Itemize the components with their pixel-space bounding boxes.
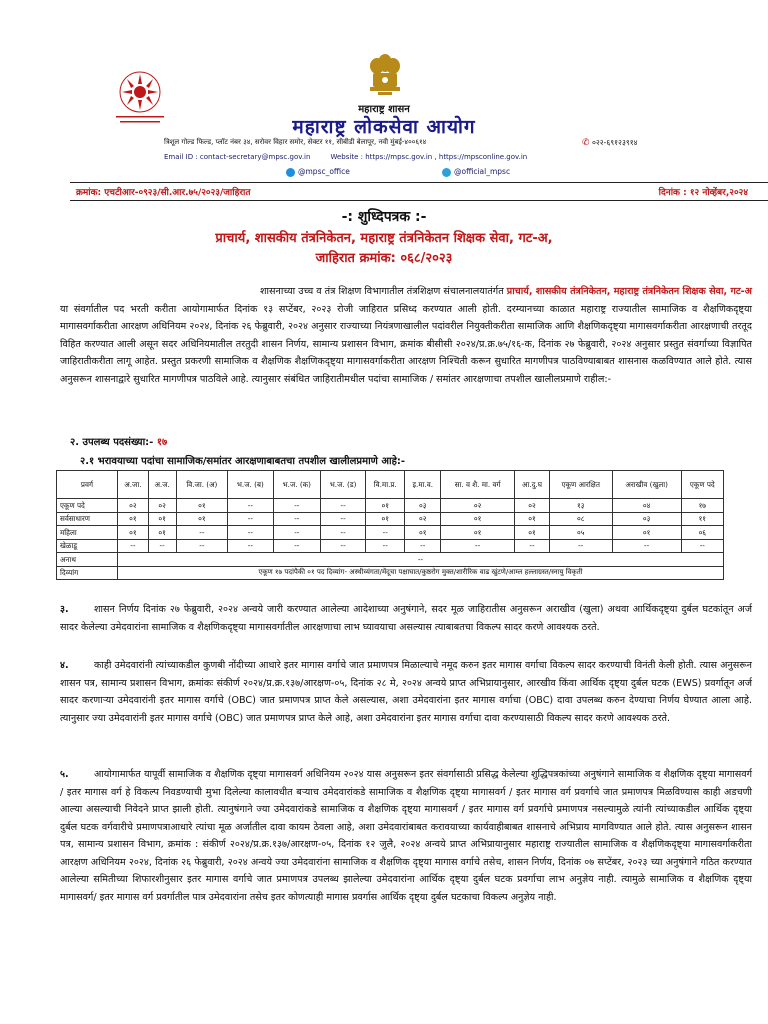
- table-cell: --: [176, 526, 228, 540]
- table-header: एकूण पदे: [681, 471, 723, 499]
- table-cell: --: [118, 539, 149, 553]
- table-cell: ०१: [148, 526, 176, 540]
- post-heading: प्राचार्य, शासकीय तंत्रनिकेतन, महाराष्ट्र तंत्रनिकेतन शिक्षक सेवा, गट-अ,: [215, 231, 553, 246]
- table-cell: --: [148, 539, 176, 553]
- address-line: त्रिशूल गोल्ड फिल्ड, प्लॉट नंबर ३४, सरोवर विहार समोर, सेक्टर ११, सीबीडी बेलापूर, नवी मुंबई-४००६१४: [164, 138, 427, 146]
- table-cell: ०२: [405, 512, 441, 526]
- header-divider: [70, 182, 768, 183]
- reference-number: क्रमांक: एचटीआर-०९२३/सी.आर.७५/२०२३/जाहिरात: [76, 188, 251, 198]
- section-2-heading: [70, 434, 167, 448]
- table-cell: ०८: [549, 512, 612, 526]
- row-label: सर्वसाधारण: [57, 512, 118, 526]
- table-header: अ.जा.: [118, 471, 149, 499]
- table-header: प्रवर्ग: [57, 471, 118, 499]
- table-header: इ.मा.व.: [405, 471, 441, 499]
- table-cell: ०१: [441, 512, 515, 526]
- para5-text: आयोगामार्फत यापूर्वी सामाजिक व शैक्षणिक दृष्ट्या मागासवर्ग अधिनियम २०२४ यास अनुसरून इतर संवर्गासाठी प्रसिद्ध केलेल्या शुद्धिपत्रकांच्या अनुषंगाने सामाजिक व शैक्षणिक दृष्ट्या मागासवर्ग / इतर मागास वर्ग हे विकल्प निवडण्याची मुभा दिलेल्या कालावधीत बऱ्याच उमेदवारांकडे सामाजिक व शैक्षणिक दृष्ट्या मागासवर्ग / इतर मागास वर्ग प्रवर्गाचे जात प्रमाणपत्र मिळविण्यास काही अडचणी आल्या असल्याची निवेदने प्राप्त झाली होती. त्यानुषंगाने ज्या उमेदवारांकडे सामाजिक व शैक्षणिक दृष्ट्या मागासवर्ग / इतर मागास वर्ग प्रवर्गाचे प्रमाणपत्र नसल्यामुळे त्यांनी त्यांच्याकडील आर्थिक दृष्ट्या दुर्बल घटक वर्गवारीचे प्रमाणपत्राआधारे त्यांचा मूळ अर्जातील दावा कायम ठेवला आहे, अशा उमेदवारांबाबत करावयाच्या कार्यवाहीबाबत शासनाचे अभिप्राय मागविण्यात आले होते. त्यास अनुसरून शासन पत्र, सामान्य प्रशासन विभाग, क्रमांक : संकीर्ण २०२४/प्र.क्र.१३७/आरक्षण-०५, दिनांक १२ जुलै, २०२४ अन्वये प्राप्त अभिप्रायानुसार महाराष्ट्र राज्यातील सामाजिक व शैक्षणिकदृष्ट्या मागासवर्गाकरीता आरक्षण अधिनियम २०२४, दिनांक २६ फेब्रुवारी, २०२४ अन्वये ज्या उमेदवारांना सामाजिक व शैक्षणिक दृष्ट्या मागास वर्गाचे तसेच, शासन निर्णय, दिनांक ०७ सप्टेंबर, २०२३ च्या अनुषंगाने गठित करण्यात आलेल्या समितीच्या शिफारशीनुसार इतर मागास वर्गाचे जात प्रमाणपत्र उपलब्ध झालेल्या उमेदवारांना आर्थिक दृष्ट्या दुर्बल घटक प्रवर्गाचा लाभ अनुज्ञेय नाही. त्यामुळे सामाजिक व शैक्षणिक दृष्ट्या मागासवर्ग/ इतर मागास वर्ग प्रवर्गातील पात्र उमेदवारांना तसेच इतर कोणत्याही मागास प्रवर्गास आर्थिक दृष्ट्या दुर्बल घटकाचा विकल्प अनुज्ञेय नाही.: [60, 769, 752, 903]
- table-row-divyang: [57, 566, 724, 580]
- table-cell: --: [321, 499, 366, 513]
- table-cell: ०१: [176, 512, 228, 526]
- divyang-note: एकूण १७ पदांपैकी ०१ पद दिव्यांग- अस्थीव्यंगता/मेंदूचा पक्षाघात/कुष्ठरोग मुक्त/शारीरिक वाढ खुंटणे/आम्ल हल्लाग्रस्त/स्नायु विकृती: [118, 566, 724, 580]
- table-row: [57, 512, 724, 526]
- table-cell: ०१: [118, 526, 149, 540]
- table-header: भ.ज. (ड): [321, 471, 366, 499]
- table-cell: --: [441, 539, 515, 553]
- row-label: महिला: [57, 526, 118, 540]
- table-cell: ०४: [612, 499, 681, 513]
- table-cell: ०३: [405, 499, 441, 513]
- para1-highlight: प्राचार्य, शासकीय तंत्रनिकेतन, महाराष्ट्र तंत्रनिकेतन शिक्षक सेवा, गट-अ: [506, 286, 752, 297]
- table-cell: --: [681, 539, 723, 553]
- ref-divider: [70, 200, 768, 201]
- table-cell: १७: [681, 499, 723, 513]
- para3-number: ३.: [60, 604, 69, 615]
- contact-row: [164, 153, 527, 161]
- table-cell: ०२: [515, 499, 550, 513]
- phone-info: [582, 138, 638, 148]
- table-cell: --: [321, 539, 366, 553]
- twitter-handle[interactable]: [286, 167, 350, 177]
- reservation-table: [56, 470, 724, 580]
- table-cell: --: [273, 526, 321, 540]
- table-cell: --: [405, 539, 441, 553]
- state-emblem-icon: [364, 52, 406, 100]
- table-header-row: [57, 471, 724, 499]
- table-cell: --: [273, 539, 321, 553]
- para3-text: शासन निर्णय दिनांक २७ फेब्रुवारी, २०२४ अन्वये जारी करण्यात आलेल्या आदेशाच्या अनुषंगाने, सदर मूळ जाहिरातीस अनुसरून अराखीव (खुला) अथवा आर्थिकदृष्ट्या दुर्बल घटकांतून अर्ज सादर केलेल्या उमेदवारांना सामाजिक व शैक्षणिकदृष्ट्या मागासवर्गातील आरक्षणाचा लाभ घ्यावयाचा असल्यास त्याबाबतचा विकल्प सादर करणे आवश्यक ठरते.: [60, 604, 753, 633]
- para1-start: शासनाच्या उच्च व तंत्र शिक्षण विभागातील तंत्रशिक्षण संचालनालयातंर्गत: [260, 286, 507, 297]
- table-header: वि.जा. (अ): [176, 471, 228, 499]
- table-cell: --: [273, 512, 321, 526]
- phone-number: ०२२-६९१२३९१४: [591, 138, 638, 147]
- section-2-value: १७: [156, 437, 168, 448]
- table-row-anath: [57, 553, 724, 567]
- section-2-label: २. उपलब्ध पदसंख्या:-: [70, 437, 157, 448]
- table-cell: --: [549, 539, 612, 553]
- table-header: अ.ज.: [148, 471, 176, 499]
- table-cell: --: [321, 512, 366, 526]
- table-cell: ०१: [405, 526, 441, 540]
- table-cell: --: [228, 499, 273, 513]
- website-text[interactable]: Website : https://mpsc.gov.in , https://mpsconline.gov.in: [330, 153, 528, 161]
- table-header: भ.ज. (क): [273, 471, 321, 499]
- section-2-1-heading: २.१ भरावयाच्या पदांचा सामाजिक/समांतर आरक्षणाबाबतचा तपशील खालीलप्रमाणे आहे:-: [80, 456, 406, 467]
- table-cell: --: [366, 539, 405, 553]
- table-cell: --: [321, 526, 366, 540]
- email-text[interactable]: Email ID : contact-secretary@mpsc.gov.in: [164, 153, 311, 161]
- para4-text: काही उमेदवारांनी त्यांच्याकडील कुणबी नोंदीच्या आधारे इतर मागास वर्गाचे जात प्रमाणपत्र मिळाल्याचे नमूद करुन इतर मागास वर्गाचा विकल्प सादर करण्याची विनंती केली होती. त्यास अनुसरून शासन पत्र, सामान्य प्रशासन विभाग, क्रमांकः संकीर्ण २०२४/प्र.क्र.१३७/आरक्षण-०५, दिनांक २८ मे, २०२४ अन्वये प्राप्त अभिप्रायानुसार, आरखीव किंवा आर्थिक दृष्ट्या दुर्बल घटक (EWS) प्रवर्गातून अर्ज सादर करणाऱ्या उमेदवारांनी इतर मागास वर्गाचे (OBC) जात प्रमाणपत्र प्राप्त केले असल्यास, अशा उमेदवारांना इतर मागास वर्गाचा (OBC) दावा उपलब्ध करुन देण्याचा निर्णय घेण्यात आला आहे. त्यानुसार ज्या उमेदवारांनी इतर मागास वर्गाचे (OBC) जात प्रमाणपत्र प्राप्त केले आहे, अशा उमेदवारांना इतर मागास वर्गाचा दावा करण्यासाठी विकल्प सादर करणे आवश्यक ठरते.: [60, 660, 752, 724]
- telegram-handle[interactable]: [442, 167, 510, 177]
- corrigendum-heading: -: शुध्दिपत्रक :-: [341, 209, 427, 225]
- table-cell: ०१: [515, 526, 550, 540]
- row-label: एकूण पदे: [57, 499, 118, 513]
- table-cell: ०३: [612, 512, 681, 526]
- para5-number: ५.: [60, 769, 69, 780]
- table-cell: --: [228, 512, 273, 526]
- table-cell: ०२: [441, 499, 515, 513]
- paragraph-4: [60, 657, 752, 727]
- advertisement-number: जाहिरात क्रमांक: ०६८/२०२३: [315, 251, 453, 266]
- commission-title: महाराष्ट्र लोकसेवा आयोग: [292, 116, 476, 138]
- table-cell: --: [366, 526, 405, 540]
- table-cell: ०१: [118, 512, 149, 526]
- paragraph-1: [60, 283, 752, 388]
- table-cell: --: [273, 499, 321, 513]
- table-header: भ.ज. (ब): [228, 471, 273, 499]
- state-name: महाराष्ट्र शासन: [358, 104, 410, 115]
- table-header: सा. व शै. मा. वर्ग: [441, 471, 515, 499]
- table-cell: ०१: [515, 512, 550, 526]
- table-cell: --: [176, 539, 228, 553]
- table-row: [57, 499, 724, 513]
- table-cell: ०२: [118, 499, 149, 513]
- table-header: आ.दु.घ: [515, 471, 550, 499]
- table-cell: ०१: [148, 512, 176, 526]
- anath-value: --: [118, 553, 724, 567]
- table-cell: ०१: [612, 526, 681, 540]
- table-cell: १३: [549, 499, 612, 513]
- table-row: [57, 526, 724, 540]
- table-header: अराखीव (खुला): [612, 471, 681, 499]
- row-label: दिव्यांग: [57, 566, 118, 580]
- paragraph-3: [60, 601, 752, 636]
- row-label: अनाथ: [57, 553, 118, 567]
- telegram-text: @official_mpsc: [454, 167, 511, 176]
- table-cell: ०१: [176, 499, 228, 513]
- table-cell: --: [228, 539, 273, 553]
- table-cell: ०५: [549, 526, 612, 540]
- twitter-icon: [286, 168, 295, 177]
- para1-rest: या संवर्गातील पद भरती करीता आयोगामार्फत दिनांक १३ सप्टेंबर, २०२३ रोजी जाहिरात प्रसिध्द करण्यात आली होती. दरम्यानच्या काळात महाराष्ट्र राज्यातील सामाजिक व शैक्षणिकदृष्ट्या मागासवर्गाकरीता आरक्षण अधिनियम २०२४, दिनांक २६ फेब्रुवारी, २०२४ अनुसार राज्याच्या नियंत्रणाखालील पदांवरील नियुक्तीकरीता सामाजिक आणि शैक्षणिकदृष्ट्या मागासवर्गाकरीता आरक्षणाची तरतूद विहित करण्यात आली असून सदर अधिनियमातील तरतुदी शासन निर्णय, सामान्य प्रशासन विभाग, क्रमांक बीसीसी २०२४/प्र.क्र.७५/१६-क, दिनांक २७ फेब्रुवारी, २०२४ अनुसार प्रस्तुत संवर्गाच्या विज्ञापित जाहिरातीकरीता लागू आहेत. प्रस्तुत प्रकरणी सामाजिक व शैक्षणिक शैक्षणिकदृष्ट्या मागासवर्गाकरीता आरक्षण निश्चिती करून सुधारित मागणीपत्र पाठविण्याबाबत शासनास कळविण्यात आले होते. त्यास अनुसरून शासनाद्वारे सुधारित मागणीपत्र पाठविले आहे. त्यानुसार संबंधित जाहिरातीमधील पदांचा सामाजिक / समांतर आरक्षणाचा तपशील खालीलप्रमाणे राहील:-: [60, 303, 752, 385]
- row-label: खेळाडू: [57, 539, 118, 553]
- table-cell: --: [515, 539, 550, 553]
- phone-icon: ✆: [582, 138, 590, 148]
- table-row: [57, 539, 724, 553]
- paragraph-5: [60, 766, 752, 906]
- table-cell: ०१: [366, 499, 405, 513]
- table-header: वि.मा.प्र.: [366, 471, 405, 499]
- table-cell: ०६: [681, 526, 723, 540]
- table-cell: ११: [681, 512, 723, 526]
- table-header: एकूण आरक्षित: [549, 471, 612, 499]
- para4-number: ४.: [60, 660, 69, 671]
- telegram-icon: [442, 168, 451, 177]
- table-cell: ०२: [148, 499, 176, 513]
- table-cell: --: [228, 526, 273, 540]
- table-cell: ०१: [441, 526, 515, 540]
- document-date: दिनांक : १२ नोव्हेंबर,२०२४: [658, 188, 748, 198]
- table-cell: --: [612, 539, 681, 553]
- twitter-text: @mpsc_office: [298, 167, 350, 176]
- table-cell: ०१: [366, 512, 405, 526]
